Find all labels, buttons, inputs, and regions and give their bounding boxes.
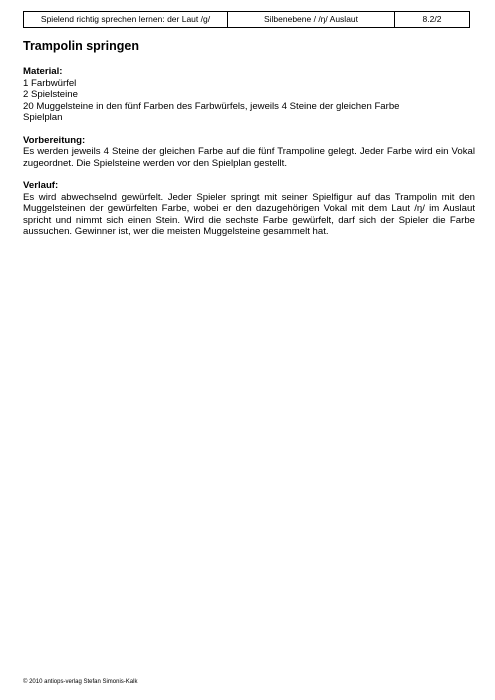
material-item: 1 Farbwürfel [23, 77, 77, 89]
material-item: 2 Spielsteine [23, 89, 78, 100]
verlauf-heading: Verlauf: [23, 180, 59, 191]
vorbereitung-text: Es werden jeweils 4 Steine der gleichen Farbe auf die fünf Trampoline gelegt. Jeder Farbe wird ein Vokal zugeordnet. Die Spielsteine werden vor den Spielplan gestellt. [23, 146, 475, 169]
verlauf-section [23, 180, 475, 238]
material-item: Spielplan [23, 112, 63, 123]
page-title: Trampolin springen [23, 39, 139, 53]
material-heading: Material: [23, 66, 63, 77]
worksheet-content [23, 39, 475, 249]
header-table [23, 11, 470, 28]
vorbereitung-heading: Vorbereitung: [23, 134, 86, 146]
material-item: 20 Muggelsteine in den fünf Farben des Farbwürfels, jeweils 4 Steine der gleichen Farbe [23, 100, 400, 112]
header-page-number: 8.2/2 [394, 12, 469, 27]
vorbereitung-section [23, 135, 475, 170]
header-level: Silbenebene / /ŋ/ Auslaut [227, 12, 394, 27]
copyright-footer: © 2010 antiops-verlag Stefan Simonis-Kalk [23, 679, 138, 685]
header-series-title: Spielend richtig sprechen lernen: der Laut /g/ [40, 14, 211, 24]
verlauf-text: Es wird abwechselnd gewürfelt. Jeder Spieler springt mit seiner Spielfigur auf das Trampolin mit den Muggelsteinen der gewürfelten Farbe, wobei er den dazugehörigen Vokal mit dem Laut /ŋ/ im Auslaut spricht und nimmt sich einen Stein. Wird die sechste Farbe gewürfelt, darf sich der Spieler die Farbe aussuchen. Gewinner ist, wer die meisten Muggelsteine gesammelt hat. [23, 191, 475, 237]
material-section [23, 66, 475, 124]
